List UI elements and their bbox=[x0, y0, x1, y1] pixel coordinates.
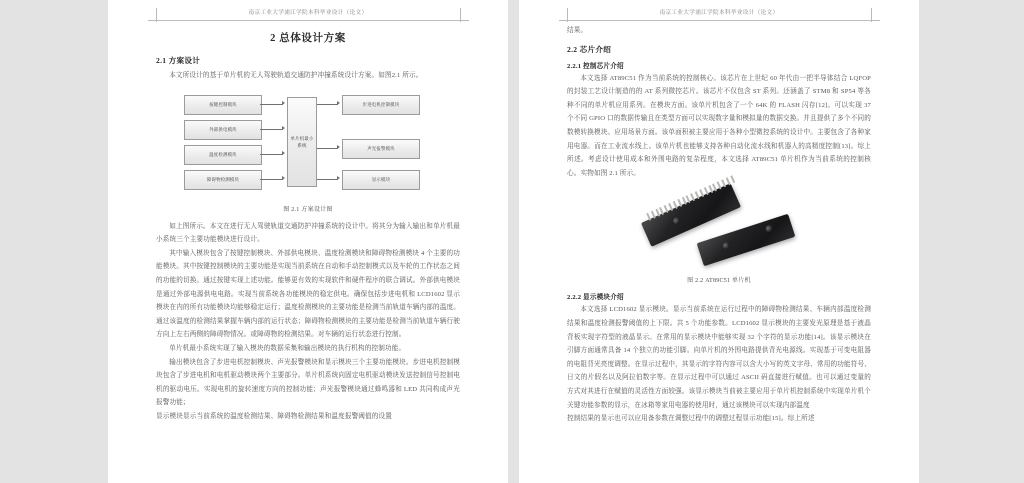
diagram-box-key-control: 按键控制模块 bbox=[184, 95, 262, 115]
paragraph-5: 输出模块包含了步进电机控制模块、声光报警模块和显示模块三个主要功能模块。步进电机控制模块包含了步进电机和电机驱动模块两个主要部分。单片机系统向固定电机驱动模块发送控制信号控制电机的驱动电压。实现电机的旋转速度方向的控制功能；声光报警模块通过蜂鸣器和 LED 共同构成声光报警功能； bbox=[156, 358, 460, 407]
paragraph-continuation: 结果。 bbox=[567, 27, 588, 34]
figure-2-2-caption: 图 2.2 AT89C51 单片机 bbox=[687, 278, 751, 285]
paragraph-1: 本文所设计的基于单片机的无人驾驶轨道交通防护冲撞系统设计方案。如图2.1 所示。 bbox=[169, 72, 423, 79]
header-rule-right bbox=[567, 20, 871, 21]
figure-2-2-chip-photo bbox=[567, 188, 871, 270]
chip-marking-dot-upper bbox=[672, 217, 681, 226]
section-heading-2-2: 2.2 芯片介绍 bbox=[567, 44, 612, 54]
connector-key-to-mcu bbox=[260, 104, 283, 105]
page-right bbox=[519, 0, 919, 483]
paragraph-6-partial: 显示模块显示当前系统的温度检测结果、障碍物检测结果和温度报警阈值的设置 bbox=[156, 412, 393, 420]
diagram-box-display: 显示模块 bbox=[342, 170, 420, 190]
paragraph-display-module: 本文选择 LCD1602 显示模块。显示当前系统在运行过程中的障碍物检测结果、车辆内部温度检测结果和温度检测报警阈值的上下限。共 5 个功能参数。LCD1602 显示模块的主要发光原理是基于液晶背板实现字符型的液晶显示。在常用的显示模块中能够实现 32 个字符的显示功能[14]。该显示模块在引脚方面通常具备 14 个独立的功能引脚。向单片机的外围电路提供背光电源线。实现基于可变电阻器的电阻背光亮度调整。在显示过程中，其显示的字符内容可以含大小写的英文字母、常用的功能符号、日文的片假名以及阿拉伯数字等。在显示过程中可以通过 ASCII 码直接进行赋值。也可以通过变量的方式对其进行在赋值的灵活性方面较强。该显示模块当前被主要应用于单片机控制系统中实现单片机个关键功能参数的显示，在冰箱等家用电器的使用时，通过该模块可以实现内部温度 bbox=[567, 306, 871, 409]
connector-mcu-to-stepper bbox=[317, 104, 338, 105]
diagram-box-mcu-core: 单片机最小系统 bbox=[287, 97, 317, 187]
connector-power-to-mcu bbox=[260, 129, 283, 130]
arrow-mcu-to-alarm bbox=[337, 145, 340, 149]
running-header-right: 南京工业大学浦江学院本科毕业设计（论文） bbox=[659, 10, 779, 16]
connector-obstacle-to-mcu bbox=[260, 179, 283, 180]
paragraph-display-module-partial: 控制结果的显示也可以应用备参数在调整过程中的调整过程显示功能[15]。综上所述 bbox=[567, 415, 815, 423]
section-heading-2-2-1: 2.2.1 控制芯片介绍 bbox=[567, 62, 624, 70]
paragraph-chip-intro: 本文选择 AT89C51 作为当前系统的控制核心。该芯片在上世纪 60 年代由一把半导体结合 LQFOP 的封装工艺设计制造的的 AT 系列微控芯片。该芯片不仅包含 ST 系列。还涵盖了 STM8 和 SP54 等各种不同的单片机应用系列。在模块方面。该单片机包含了一个 64K 的 FLASH 闪存[12]。可以实现 37 个不同 GPIO 口的数据传输且在类型方面可以实现数字量和模拟量的数据交换。并且提供了多个不同的数模转换模块。应用场景方面。该单面积被主要应用于各种小型微控系统的设计中。主要包含了各种家用电器。而在工业流水线上。该单片机也能够支持各种自动化流水线和机器人的高精度控制[13]。综上所述。考虑设计使用成本和外围电路的复杂程度，本文选择 AT89C51 单片机作为当前系统的控制核心。实物如图 2.1 所示。 bbox=[567, 74, 871, 177]
page-left-body bbox=[156, 24, 460, 424]
chip-marking-dot-lower-right bbox=[765, 225, 774, 234]
arrow-temp-to-mcu bbox=[282, 151, 285, 155]
section-heading-2-2-2: 2.2.2 显示模块介绍 bbox=[567, 294, 624, 302]
page-left bbox=[108, 0, 508, 483]
header-rule-left bbox=[156, 20, 460, 21]
diagram-box-external-power: 外部供电模块 bbox=[184, 120, 262, 140]
connector-mcu-to-alarm bbox=[317, 148, 338, 149]
paragraph-4: 单片机最小系统实现了输入模块的数据采集和输出模块的执行机构的控制功能。 bbox=[169, 344, 406, 352]
paragraph-3: 其中输入模块包含了按键控制模块、外部供电模块、温度检测模块和障碍物检测模块 4 个主要的功能模块。其中按键控制模块的主要功能是实现当前系统在自动和手动控制模式以及车轮的工作状态之间的功能的切换。通过按键实现上述功能。能够更有效的实现软件和硬件程序的联合调试。外部供电模块是通过外部电源供电电路。实现当前系统各功能模块的稳定供电。确保包括步进电机和 LCD1602 显示模块在内的所有功能模块均能够稳定运行；温度检测模块的主要功能是检测当前轨道车辆内部的温度。通过该温度的检测结果掌握车辆内部的运行状态；障碍物检测模块的主要功能是检测当前轨道车辆行驶方向上左右两侧的障碍物情况。或障碍物的检测结果。对车辆的运行状态进行控制。 bbox=[156, 249, 460, 339]
page-right-body bbox=[567, 24, 871, 426]
running-header-left: 南京工业大学浦江学院本科毕业设计（论文） bbox=[248, 10, 368, 16]
chip-marking-dot-lower-left bbox=[722, 242, 731, 251]
connector-mcu-to-display bbox=[317, 179, 338, 180]
arrow-mcu-to-display bbox=[337, 176, 340, 180]
diagram-box-obstacle-detect: 障碍物检测模块 bbox=[184, 170, 262, 190]
paragraph-2: 如上图所示。本文在进行无人驾驶轨道交通防护冲撞系统的设计中。将其分为输入输出和单片机最小系统三个主要功能模块进行设计。 bbox=[156, 222, 460, 244]
diagram-box-stepper-motor: 步进电机控制模块 bbox=[342, 95, 420, 115]
arrow-key-to-mcu bbox=[282, 101, 285, 105]
arrow-mcu-to-stepper bbox=[337, 101, 340, 105]
chip-photo-stage bbox=[624, 188, 814, 270]
diagram-box-temperature-detect: 温度检测模块 bbox=[184, 145, 262, 165]
arrow-power-to-mcu bbox=[282, 126, 285, 130]
figure-2-1-block-diagram bbox=[156, 91, 460, 199]
arrow-obstacle-to-mcu bbox=[282, 176, 285, 180]
diagram-box-audible-visual-alarm: 声光报警模块 bbox=[342, 139, 420, 159]
chapter-title: 2 总体设计方案 bbox=[270, 33, 346, 44]
chip-body-lower bbox=[697, 214, 796, 266]
section-heading-2-1: 2.1 方案设计 bbox=[156, 56, 201, 65]
connector-temp-to-mcu bbox=[260, 154, 283, 155]
figure-2-1-caption: 图 2.1 方案设计图 bbox=[283, 206, 333, 213]
